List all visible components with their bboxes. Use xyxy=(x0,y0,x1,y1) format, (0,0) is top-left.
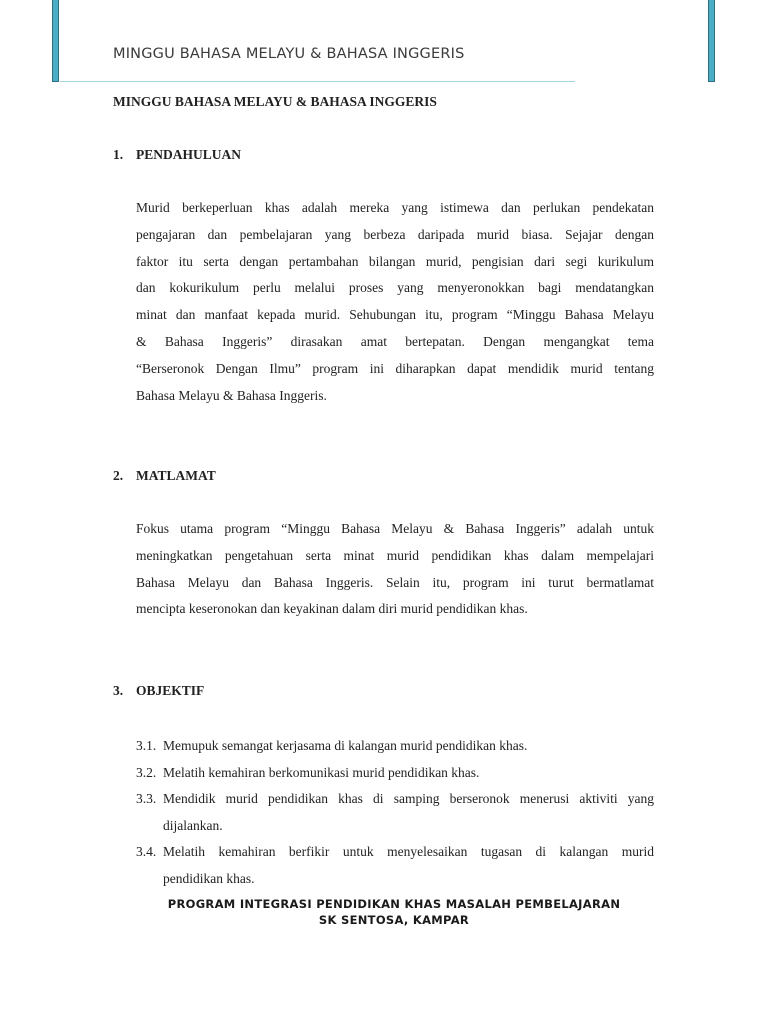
paragraph-line: Fokus utama program “Minggu Bahasa Melayu & Bahasa Inggeris” adalah untuk xyxy=(136,521,654,536)
section-number: 2. xyxy=(113,468,124,483)
paragraph-line: & Bahasa Inggeris” dirasakan amat bertepatan. Dengan mengangkat tema xyxy=(136,333,654,349)
objective-number: 3.3. xyxy=(136,791,157,806)
paragraph-line: meningkatkan pengetahuan serta minat murid pendidikan khas dalam mempelajari xyxy=(136,547,654,563)
section-heading-objektif xyxy=(113,683,204,699)
objective-item xyxy=(136,786,654,839)
paragraph-matlamat xyxy=(136,516,654,623)
footer-program-line: PROGRAM INTEGRASI PENDIDIKAN KHAS MASALAH PEMBELAJARAN xyxy=(167,897,621,911)
objective-item xyxy=(136,760,654,787)
paragraph-line: “Berseronok Dengan Ilmu” program ini diharapkan dapat mendidik murid tentang xyxy=(136,360,654,376)
header-accent-bar-left xyxy=(52,0,59,82)
paragraph-line: dan kokurikulum perlu melalui proses yang menyeronokkan bagi mendatangkan xyxy=(136,280,654,296)
objective-text: Melatih kemahiran berfikir untuk menyelesaikan tugasan di kalangan murid xyxy=(163,844,654,859)
section-title: MATLAMAT xyxy=(136,468,216,483)
section-heading-matlamat xyxy=(113,468,216,484)
paragraph-line: mencipta keseronokan dan keyakinan dalam diri murid pendidikan khas. xyxy=(136,601,528,617)
paragraph-line: Murid berkeperluan khas adalah mereka yang istimewa dan perlukan pendekatan xyxy=(136,200,654,215)
paragraph-line: pengajaran dan pembelajaran yang berbeza daripada murid biasa. Sejajar dengan xyxy=(136,226,654,242)
header-divider xyxy=(60,81,575,82)
section-number: 3. xyxy=(113,683,124,698)
section-heading-pendahuluan xyxy=(113,147,241,163)
paragraph-line: faktor itu serta dengan pertambahan bilangan murid, pengisian dari segi kurikulum xyxy=(136,253,654,269)
objective-number: 3.1. xyxy=(136,738,157,753)
header-accent-bar-right xyxy=(708,0,715,82)
objective-item xyxy=(136,733,654,760)
objective-text: Mendidik murid pendidikan khas di samping berseronok menerusi aktiviti yang xyxy=(163,791,654,806)
page-header-title: MINGGU BAHASA MELAYU & BAHASA INGGERIS xyxy=(113,46,465,62)
section-title: OBJEKTIF xyxy=(136,683,205,698)
page-footer xyxy=(113,896,675,928)
paragraph-pendahuluan xyxy=(136,195,654,409)
objective-item xyxy=(136,839,654,892)
section-title: PENDAHULUAN xyxy=(136,147,242,162)
footer-school-line: SK SENTOSA, KAMPAR xyxy=(318,913,470,927)
paragraph-line: Bahasa Melayu dan Bahasa Inggeris. Selain itu, program ini turut bermatlamat xyxy=(136,574,654,590)
objective-text: pendidikan khas. xyxy=(163,870,255,886)
paragraph-line: Bahasa Melayu & Bahasa Inggeris. xyxy=(136,387,327,403)
paragraph-line: minat dan manfaat kepada murid. Sehubungan itu, program “Minggu Bahasa Melayu xyxy=(136,307,654,323)
objective-text: dijalankan. xyxy=(163,817,223,833)
objective-text: Memupuk semangat kerjasama di kalangan murid pendidikan khas. xyxy=(163,738,528,753)
document-title: MINGGU BAHASA MELAYU & BAHASA INGGERIS xyxy=(113,94,437,109)
objective-number: 3.4. xyxy=(136,844,157,859)
section-number: 1. xyxy=(113,147,124,162)
objective-list xyxy=(136,733,654,892)
objective-number: 3.2. xyxy=(136,764,157,780)
objective-text: Melatih kemahiran berkomunikasi murid pendidikan khas. xyxy=(163,764,480,780)
